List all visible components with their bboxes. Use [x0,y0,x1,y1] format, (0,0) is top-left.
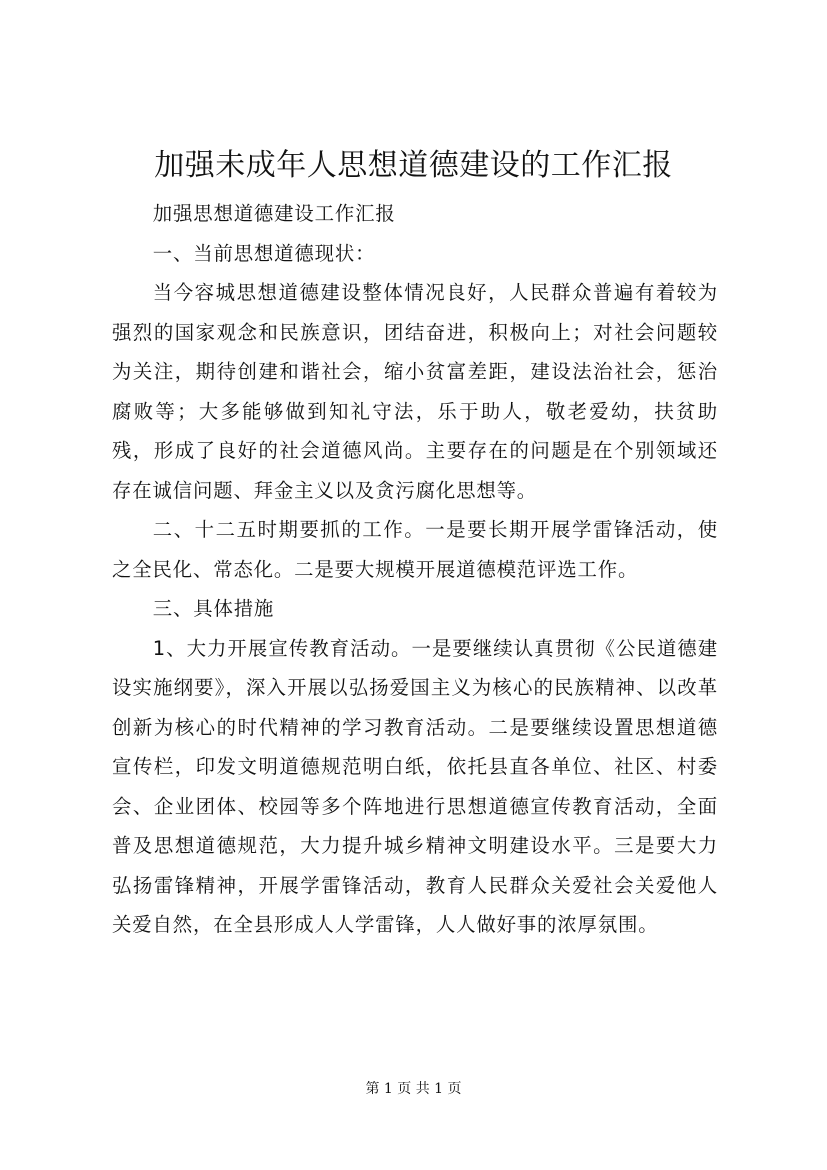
page-footer: 第 1 页 共 1 页 [365,1081,462,1097]
document-body [112,194,718,945]
paragraph-measure-1: 1、大力开展宣传教育活动。一是要继续认真贯彻《公民道德建设实施纲要》，深入开展以弘扬爱国主义为核心的民族精神、以改革创新为核心的时代精神的学习教育活动。二是要继续设置思想道德宣传栏，印发文明道德规范明白纸，依托县直各单位、社区、村委会、企业团体、校园等多个阵地进行思想道德宣传教育活动，全面普及思想道德规范，大力提升城乡精神文明建设水平。三是要大力弘扬雷锋精神，开展学雷锋活动，教育人民群众关爱社会关爱他人关爱自然，在全县形成人人学雷锋，人人做好事的浓厚氛围。 [112,636,718,936]
paragraph-current-status: 当今容城思想道德建设整体情况良好，人民群众普遍有着较为强烈的国家观念和民族意识，团结奋进，积极向上；对社会问题较为关注，期待创建和谐社会，缩小贫富差距，建设法治社会，惩治腐败等；大多能够做到知礼守法，乐于助人，敬老爱幼，扶贫助残，形成了良好的社会道德风尚。主要存在的问题是在个别领域还存在诚信问题、拜金主义以及贪污腐化思想等。 [112,281,718,502]
paragraph-12th-five-year-work: 二、十二五时期要抓的工作。一是要长期开展学雷锋活动，使之全民化、常态化。二是要大规模开展道德模范评选工作。 [112,518,718,581]
document-title: 加强未成年人思想道德建设的工作汇报 [154,148,673,183]
document-subtitle: 加强思想道德建设工作汇报 [152,202,396,225]
section-heading-measures: 三、具体措施 [152,597,275,620]
section-heading-current-status: 一、当前思想道德现状： [152,241,376,265]
